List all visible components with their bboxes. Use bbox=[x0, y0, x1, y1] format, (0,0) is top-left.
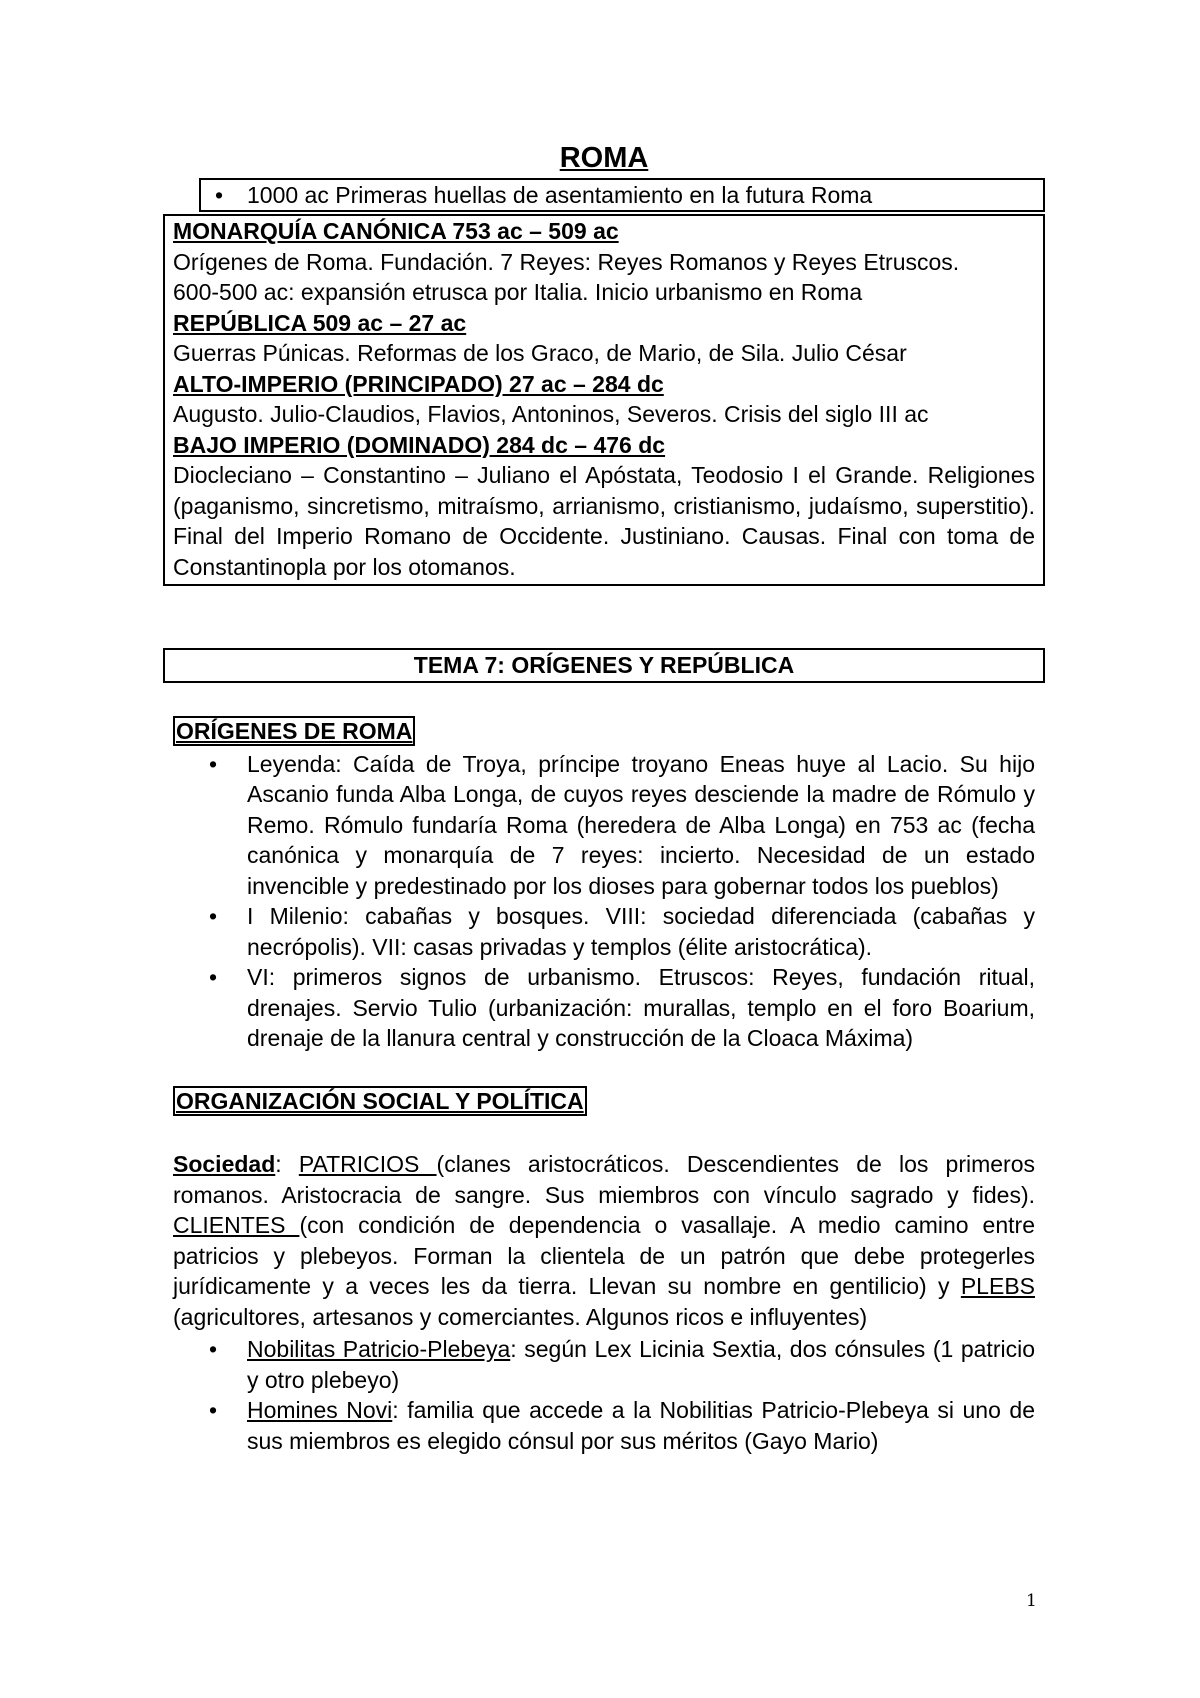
period-line: Augusto. Julio-Claudios, Flavios, Antoninos, Severos. Crisis del siglo III ac bbox=[173, 401, 929, 427]
tema-title: TEMA 7: ORÍGENES Y REPÚBLICA bbox=[163, 648, 1045, 683]
list-item-text: I Milenio: cabañas y bosques. VIII: sociedad diferenciada (cabañas y necrópolis). VII: casas privadas y templos (élite aristocrática). bbox=[247, 903, 1035, 960]
plebs-text: (agricultores, artesanos y comerciantes. Algunos ricos e influyentes) bbox=[173, 1303, 868, 1330]
period-line: Diocleciano – Constantino – Juliano el Apóstata, Teodosio I el Grande. Religiones (paganismo, sincretismo, mitraísmo, arrianismo, cristianismo, judaísmo, superstitio). Final del Imperio Romano de Occidente. Justiniano. Causas. Final con toma de Constantinopla por los otomanos. bbox=[173, 462, 1035, 580]
sociedad-label: Sociedad bbox=[173, 1151, 276, 1177]
patricios-label: PATRICIOS bbox=[298, 1151, 437, 1177]
sociedad-list bbox=[163, 1334, 1045, 1456]
period-line: Orígenes de Roma. Fundación. 7 Reyes: Reyes Romanos y Reyes Etruscos. bbox=[173, 248, 960, 275]
list-item bbox=[163, 749, 1045, 902]
list-item bbox=[163, 901, 1045, 962]
period-heading-republica: REPÚBLICA 509 ac – 27 ac bbox=[173, 309, 467, 336]
timeline-first-item-text: 1000 ac Primeras huellas de asentamiento en la futura Roma bbox=[247, 182, 873, 208]
list-item-text: : familia que accede a la Nobilitias Patricio-Plebeya si uno de sus miembros es elegido cónsul por sus méritos (Gayo Mario) bbox=[247, 1397, 1035, 1454]
bullet-icon: • bbox=[209, 1397, 218, 1423]
timeline-first-item bbox=[199, 178, 1045, 212]
sociedad-colon: : bbox=[275, 1151, 299, 1177]
section-title-organizacion: ORGANIZACIÓN SOCIAL Y POLÍTICA bbox=[173, 1086, 587, 1116]
list-item-text: : según Lex Licinia Sextia, dos cónsules (1 patricio y otro plebeyo) bbox=[247, 1336, 1035, 1393]
patricios-text: (clanes aristocráticos. Descendientes de los primeros romanos. Aristocracia de sangre. Sus miembros con vínculo sagrado y fides). bbox=[173, 1151, 1035, 1208]
list-item-text: Leyenda: Caída de Troya, príncipe troyano Eneas huye al Lacio. Su hijo Ascanio funda Alba Longa, de cuyos reyes desciende la madre de Rómulo y Remo. Rómulo fundaría Roma (heredera de Alba Longa) en 753 ac (fecha canónica y monarquía de 7 reyes: incierto. Necesidad de un estado invencible y predestinado por los dioses para gobernar todos los pueblos) bbox=[247, 750, 1035, 899]
clientes-label: CLIENTES bbox=[173, 1212, 300, 1238]
list-item bbox=[163, 1395, 1045, 1456]
period-heading-monarquia: MONARQUÍA CANÓNICA 753 ac – 509 ac bbox=[173, 218, 619, 244]
section-title-origenes: ORÍGENES DE ROMA bbox=[173, 716, 415, 746]
bullet-icon: • bbox=[209, 903, 218, 929]
list-item bbox=[163, 962, 1045, 1054]
page-title: ROMA bbox=[559, 142, 649, 174]
bullet-icon: • bbox=[209, 1336, 218, 1362]
periods-summary-box bbox=[163, 214, 1045, 586]
period-line: 600-500 ac: expansión etrusca por Italia. Inicio urbanismo en Roma bbox=[173, 279, 863, 305]
clientes-text: (con condición de dependencia o vasallaje. A medio camino entre patricios y plebeyos. Forman la clientela de un patrón que debe protegerles jurídicamente y a veces les da tierra. Llevan su nombre en gentilicio) y bbox=[173, 1212, 1035, 1299]
sociedad-paragraph bbox=[173, 1149, 1035, 1332]
list-item bbox=[163, 1334, 1045, 1395]
origenes-list bbox=[163, 749, 1045, 1054]
bullet-icon: • bbox=[215, 182, 224, 208]
nobilitas-label: Nobilitas Patricio-Plebeya bbox=[247, 1336, 511, 1362]
document-page bbox=[163, 140, 1045, 1456]
list-item-text: VI: primeros signos de urbanismo. Etruscos: Reyes, fundación ritual, drenajes. Servio Tulio (urbanización: murallas, templo en el foro Boarium, drenaje de la llanura central y construcción de la Cloaca Máxima) bbox=[247, 964, 1035, 1051]
period-line: Guerras Púnicas. Reformas de los Graco, de Mario, de Sila. Julio César bbox=[173, 340, 907, 366]
bullet-icon: • bbox=[209, 964, 218, 990]
period-heading-alto-imperio: ALTO-IMPERIO (PRINCIPADO) 27 ac – 284 dc bbox=[173, 370, 664, 397]
homines-novi-label: Homines Novi bbox=[247, 1397, 393, 1423]
page-number: 1 bbox=[1026, 1591, 1037, 1611]
bullet-icon: • bbox=[209, 750, 218, 777]
plebs-label: PLEBS bbox=[960, 1273, 1035, 1299]
period-heading-bajo-imperio: BAJO IMPERIO (DOMINADO) 284 dc – 476 dc bbox=[173, 431, 666, 458]
